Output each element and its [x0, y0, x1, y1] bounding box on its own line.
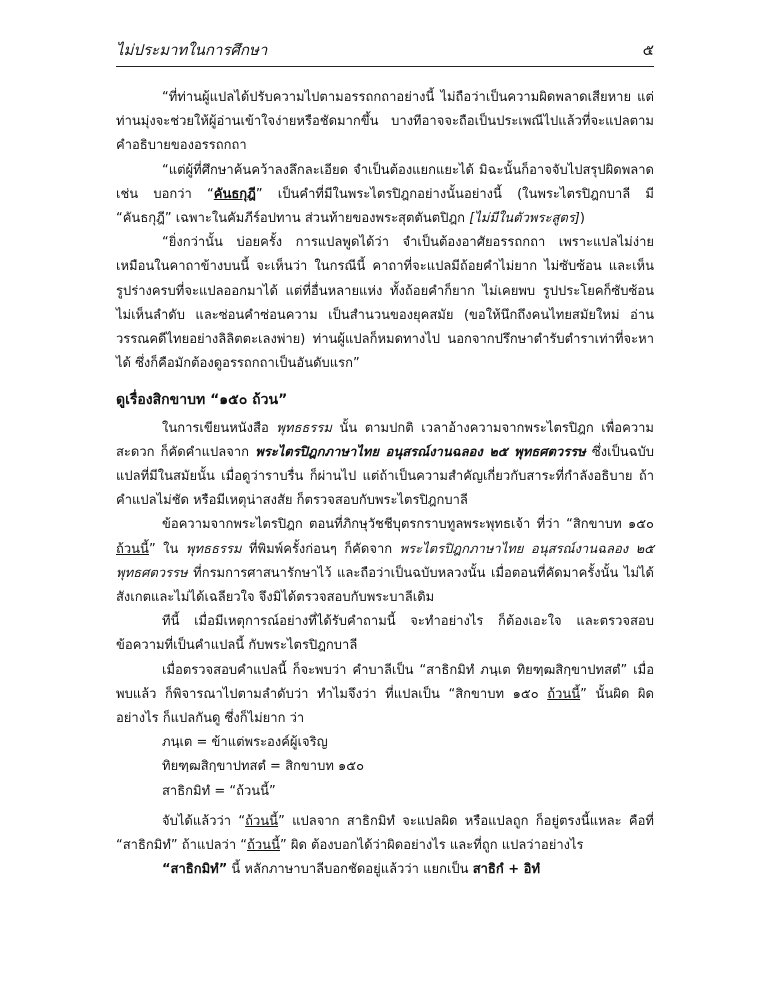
- p5-underline-1: ถ้วนนี้: [245, 813, 279, 829]
- header-rule: [116, 66, 654, 67]
- quote-paragraph-3: [116, 231, 654, 376]
- p4-underline-1: ถ้วนนี้: [547, 686, 581, 702]
- paragraph-1: [116, 417, 654, 514]
- quote-2-text-b: ” เป็นคำที่มีในพระไตรปิฎกอย่างนั้นอย่างนี้ (ในพระไตรปิฎกบาลี มี “คันธกุฎี” เฉพาะในคัมภีร์อปทาน ส่วนท้ายของพระสุตตันตปิฎก: [116, 186, 654, 227]
- p2-b: ” ใน: [148, 541, 186, 557]
- formula-2-right: สิกขาบท ๑๕๐: [285, 759, 365, 775]
- quote-2-term: คันธกุฎี: [213, 186, 256, 202]
- formula-3-left: สาธิกมิทํ: [162, 783, 211, 799]
- p1-italic-2: พระไตรปิฎกภาษาไทย อนุสรณ์งานฉลอง ๒๕ พุทธศตวรรษ: [255, 444, 586, 460]
- formula-3: สาธิกมิทํ = “ถ้วนนี้”: [162, 783, 276, 799]
- quote-3-text: “ยิ่งกว่านั้น บ่อยครั้ง การแปลพูดได้ว่า จำเป็นต้องอาศัยอรรถกถา เพราะแปลไม่ง่ายเหมือนในคาถาข้างบนนี้ จะเห็นว่า ในกรณีนี้ คาถาที่จะแปลมีถ้อยคำไม่ยาก ไม่ซับซ้อน และเห็นรูปร่างครบที่จะแปลออกมาได้ แต่ที่อื่นหลายแห่ง ทั้งถ้อยคำก็ยาก ไม่เคยพบ รูปประโยคก็ซับซ้อน ไม่เห็นลำดับ และซ่อนคำซ่อนความ เป็นสำนวนของยุคสมัย (ขอให้นึกถึงคนไทยสมัยใหม่ อ่านวรรณคดีไทยอย่างลิลิตตะเลงพ่าย) ท่านผู้แปลก็หมดทางไป นอกจากปรึกษาตำรับตำราเท่าที่จะหาได้ ซึ่งก็คือมักต้องดูอรรถกถาเป็นอันดับแรก”: [116, 235, 654, 372]
- p5-a: จับได้แล้วว่า “: [162, 813, 246, 829]
- formula-1-right: ข้าแต่พระองค์ผู้เจริญ: [211, 735, 328, 751]
- paragraph-3: [116, 610, 654, 658]
- quote-2-italic: [ไม่มีในตัวพระสูตร]: [469, 211, 580, 227]
- p6-bold-1: “สาธิกมิทํ”: [162, 862, 228, 878]
- formula-3-right: “ถ้วนนี้”: [229, 783, 276, 799]
- p2-c: ที่พิมพ์ครั้งก่อนๆ ก็คัดจาก: [241, 541, 400, 557]
- quote-2-text-a: “แต่ผู้ที่ศึกษาค้นคว้าลงลึกละเอียด จำเป็นต้องแยกแยะได้ มิฉะนั้นก็อาจจับไปสรุปผิดพลาด เช่น บอกว่า “: [116, 162, 654, 202]
- formula-1: ภนฺเต = ข้าแต่พระองค์ผู้เจริญ: [162, 735, 328, 751]
- p5-c: ” ผิด ต้องบอกได้ว่าผิดอย่างไร และที่ถูก แปลว่าอย่างไร: [279, 838, 584, 854]
- p4-b: ” นั้นผิด ผิดอย่างไร ก็แปลกันดู ซึ่งก็ไม่ยาก ว่า: [116, 686, 654, 727]
- page-number: ๕: [642, 41, 654, 59]
- paragraph-5: [116, 810, 654, 858]
- formula-2-left: ทิยฑฺฒสิกฺขาปทสตํ: [162, 759, 266, 775]
- p6-bold-2: สาธิกํ + อิทํ: [472, 862, 541, 878]
- p1-italic-1: พุทธธรรม: [276, 420, 332, 436]
- formula-1-left: ภนฺเต: [162, 735, 193, 751]
- p2-italic-1: พุทธธรรม: [185, 541, 242, 557]
- page-header: [116, 38, 654, 64]
- quote-paragraph-1: [116, 86, 654, 159]
- p2-a: ข้อความจากพระไตรปิฎก ตอนที่ภิกษุวัชชีบุตรกราบทูลพระพุทธเจ้า ที่ว่า “สิกขาบท ๑๕๐: [162, 517, 654, 533]
- paragraph-2: [116, 513, 654, 610]
- p3-text: ทีนี้ เมื่อมีเหตุการณ์อย่างที่ได้รับคำถามนี้ จะทำอย่างไร ก็ต้องเอะใจ และตรวจสอบข้อความที่เป็นคำแปลนี้ กับพระไตรปิฎกบาลี: [116, 614, 654, 654]
- p5-b: ” แปลจาก สาธิกมิทํ จะแปลผิด หรือแปลถูก ก็อยู่ตรงนี้แหละ คือที่ “สาธิกมิทํ” ถ้าแปลว่า “: [116, 813, 654, 854]
- quote-paragraph-2: [116, 159, 654, 232]
- p4-a: เมื่อตรวจสอบคำแปลนี้ ก็จะพบว่า คำบาลีเป็น “สาธิกมิทํ ภนฺเต ทิยฑฺฒสิกฺขาปทสตํ” เมื่อพบแล้ว ก็พิจารณาไปตามลำดับว่า ทำไมจึงว่า ที่แปลเป็น “สิกขาบท ๑๕๐: [116, 662, 654, 702]
- paragraph-6: [116, 858, 654, 882]
- quote-2-text-c: ): [579, 211, 585, 227]
- p1-b: นั้น ตามปกติ เวลาอ้างความจากพระไตรปิฎก เพื่อความสะดวก ก็คัดคำแปลจาก: [116, 420, 654, 460]
- running-title: ไม่ประมาทในการศึกษา: [116, 41, 268, 59]
- p5-underline-2: ถ้วนนี้: [247, 838, 280, 854]
- p6-a: นี้ หลักภาษาบาลีบอกชัดอยู่แล้วว่า แยกเป็น: [227, 862, 473, 878]
- paragraph-4: [116, 659, 654, 732]
- section-heading: ดูเรื่องสิกขาบท “๑๕๐ ถ้วน”: [116, 392, 288, 409]
- p2-d: ที่กรมการศาสนารักษาไว้ และถือว่าเป็นฉบับหลวงนั้น เมื่อตอนที่คัดมาครั้งนั้น ไม่ได้สังเกตและไม่ได้เฉลียวใจ จึงมิได้ตรวจสอบกับพระบาลีเดิม: [116, 565, 654, 606]
- p1-c: ซึ่งเป็นฉบับแปลที่มีในสมัยนั้น เมื่อดูว่าราบรื่น ก็ผ่านไป แต่ถ้าเป็นความสำคัญเกี่ยวกับสาระที่กำลังอธิบาย ถ้าคำแปลไม่ชัด หรือมีเหตุน่าสงสัย ก็ตรวจสอบกับพระไตรปิฎกบาลี: [116, 444, 655, 509]
- p2-underline-1: ถ้วนนี้: [116, 541, 149, 557]
- p2-italic-2: พระไตรปิฎกภาษาไทย อนุสรณ์งานฉลอง ๒๕ พุทธศตวรรษ: [116, 541, 655, 581]
- quote-1-text: “ที่ท่านผู้แปลได้ปรับความไปตามอรรถกถาอย่างนี้ ไม่ถือว่าเป็นความผิดพลาดเสียหาย แต่ท่านมุ่งจะช่วยให้ผู้อ่านเข้าใจง่ายหรือชัดมากขึ้น บางทีอาจจะถือเป็นประเพณีไปแล้วที่จะแปลตามคำอธิบายของอรรถกถา: [116, 90, 654, 154]
- formula-2: ทิยฑฺฒสิกฺขาปทสตํ = สิกขาบท ๑๕๐: [162, 759, 365, 775]
- p1-a: ในการเขียนหนังสือ: [162, 420, 277, 436]
- document-body: [116, 86, 654, 883]
